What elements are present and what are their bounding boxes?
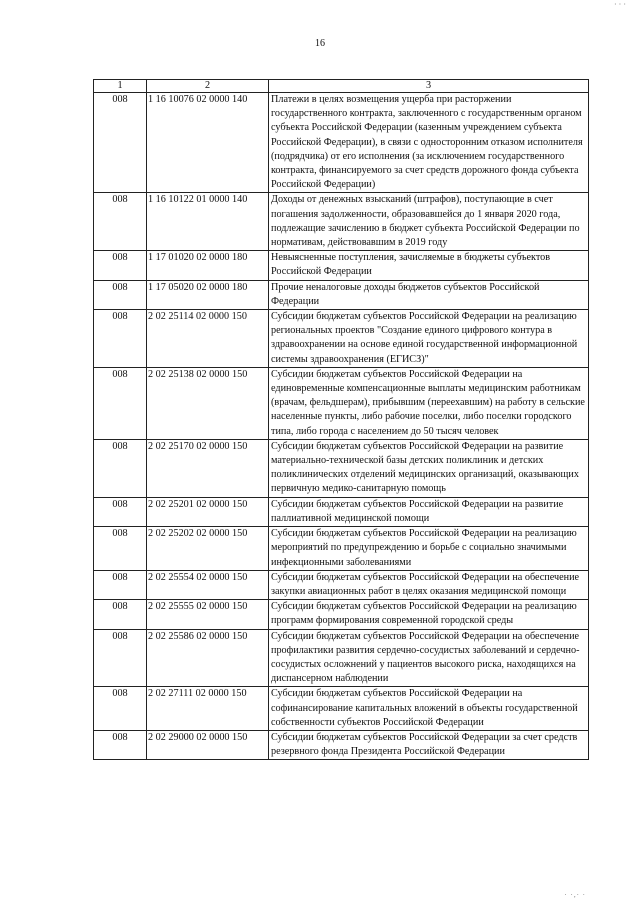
revenue-name-cell: Субсидии бюджетам субъектов Российской Федерации на обеспечение закупки авиационных работ в целях оказания медицинской помощи <box>269 570 589 599</box>
table-row <box>94 600 589 629</box>
revenue-code-cell: 1 17 01020 02 0000 180 <box>147 251 269 280</box>
revenue-code-cell: 2 02 25554 02 0000 150 <box>147 570 269 599</box>
revenue-code-cell: 1 16 10076 02 0000 140 <box>147 93 269 193</box>
table-row <box>94 310 589 368</box>
table-row <box>94 687 589 731</box>
table-row <box>94 93 589 193</box>
admin-code-cell: 008 <box>94 439 147 497</box>
table-row <box>94 439 589 497</box>
table-row <box>94 367 589 439</box>
revenue-name-cell: Субсидии бюджетам субъектов Российской Федерации на реализацию программ формирования современной городской среды <box>269 600 589 629</box>
table-row <box>94 497 589 526</box>
revenue-code-cell: 1 17 05020 02 0000 180 <box>147 280 269 309</box>
table-row <box>94 527 589 571</box>
table-row <box>94 730 589 759</box>
admin-code-cell: 008 <box>94 310 147 368</box>
admin-code-cell: 008 <box>94 730 147 759</box>
header-col-3: 3 <box>269 80 589 93</box>
revenue-codes-table <box>93 79 589 760</box>
page-number: 16 <box>315 38 325 49</box>
header-col-2: 2 <box>147 80 269 93</box>
admin-code-cell: 008 <box>94 687 147 731</box>
revenue-code-cell: 1 16 10122 01 0000 140 <box>147 193 269 251</box>
corner-scan-mark: · · · <box>614 0 626 9</box>
revenue-code-cell: 2 02 25202 02 0000 150 <box>147 527 269 571</box>
revenue-code-cell: 2 02 25201 02 0000 150 <box>147 497 269 526</box>
table-row <box>94 193 589 251</box>
revenue-name-cell: Субсидии бюджетам субъектов Российской Федерации на реализацию мероприятий по предупреждению и борьбе с социально значимыми инфекционными заболеваниями <box>269 527 589 571</box>
admin-code-cell: 008 <box>94 193 147 251</box>
table-row <box>94 280 589 309</box>
revenue-code-cell: 2 02 25114 02 0000 150 <box>147 310 269 368</box>
admin-code-cell: 008 <box>94 367 147 439</box>
admin-code-cell: 008 <box>94 280 147 309</box>
revenue-code-cell: 2 02 25138 02 0000 150 <box>147 367 269 439</box>
admin-code-cell: 008 <box>94 93 147 193</box>
revenue-name-cell: Невыясненные поступления, зачисляемые в бюджеты субъектов Российской Федерации <box>269 251 589 280</box>
revenue-name-cell: Субсидии бюджетам субъектов Российской Федерации за счет средств резервного фонда Президента Российской Федерации <box>269 730 589 759</box>
footer-scan-mark: · ·,· · <box>564 891 586 899</box>
revenue-code-cell: 2 02 25170 02 0000 150 <box>147 439 269 497</box>
revenue-name-cell: Субсидии бюджетам субъектов Российской Федерации на софинансирование капитальных вложений в объекты государственной собственности субъектов Российской Федерации <box>269 687 589 731</box>
revenue-name-cell: Доходы от денежных взысканий (штрафов), поступающие в счет погашения задолженности, образовавшейся до 1 января 2020 года, подлежащие зачислению в бюджет субъекта Российской Федерации по нормативам, действовавшим в 2019 году <box>269 193 589 251</box>
revenue-code-cell: 2 02 27111 02 0000 150 <box>147 687 269 731</box>
revenue-name-cell: Субсидии бюджетам субъектов Российской Федерации на единовременные компенсационные выплаты медицинским работникам (врачам, фельдшерам), прибывшим (переехавшим) на работу в сельские населенные пункты, либо рабочие поселки, либо поселки городского типа, либо города с населением до 50 тысяч человек <box>269 367 589 439</box>
table-row <box>94 629 589 687</box>
revenue-code-cell: 2 02 25586 02 0000 150 <box>147 629 269 687</box>
admin-code-cell: 008 <box>94 629 147 687</box>
admin-code-cell: 008 <box>94 600 147 629</box>
revenue-name-cell: Субсидии бюджетам субъектов Российской Федерации на реализацию региональных проектов "Создание единого цифрового контура в здравоохранении на основе единой государственной информационной системы здравоохранения (ЕГИСЗ)" <box>269 310 589 368</box>
revenue-name-cell: Прочие неналоговые доходы бюджетов субъектов Российской Федерации <box>269 280 589 309</box>
revenue-name-cell: Платежи в целях возмещения ущерба при расторжении государственного контракта, заключенного с государственным органом субъекта Российской Федерации (казенным учреждением субъекта Российской Федерации), в связи с односторонним отказом исполнителя (подрядчика) от его исполнения (за исключением государственного контракта, финансируемого за счет средств дорожного фонда субъекта Российской Федерации) <box>269 93 589 193</box>
admin-code-cell: 008 <box>94 497 147 526</box>
admin-code-cell: 008 <box>94 570 147 599</box>
revenue-name-cell: Субсидии бюджетам субъектов Российской Федерации на развитие паллиативной медицинской помощи <box>269 497 589 526</box>
revenue-name-cell: Субсидии бюджетам субъектов Российской Федерации на развитие материально-технической базы детских поликлиник и детских поликлинических отделений медицинских организаций, оказывающих первичную медико-санитарную помощь <box>269 439 589 497</box>
table-row <box>94 570 589 599</box>
table-row <box>94 251 589 280</box>
admin-code-cell: 008 <box>94 251 147 280</box>
table-header-row <box>94 80 589 93</box>
header-col-1: 1 <box>94 80 147 93</box>
admin-code-cell: 008 <box>94 527 147 571</box>
revenue-code-cell: 2 02 29000 02 0000 150 <box>147 730 269 759</box>
revenue-code-cell: 2 02 25555 02 0000 150 <box>147 600 269 629</box>
revenue-name-cell: Субсидии бюджетам субъектов Российской Федерации на обеспечение профилактики развития сердечно-сосудистых заболеваний и сердечно-сосудистых осложнений у пациентов высокого риска, находящихся на диспансерном наблюдении <box>269 629 589 687</box>
